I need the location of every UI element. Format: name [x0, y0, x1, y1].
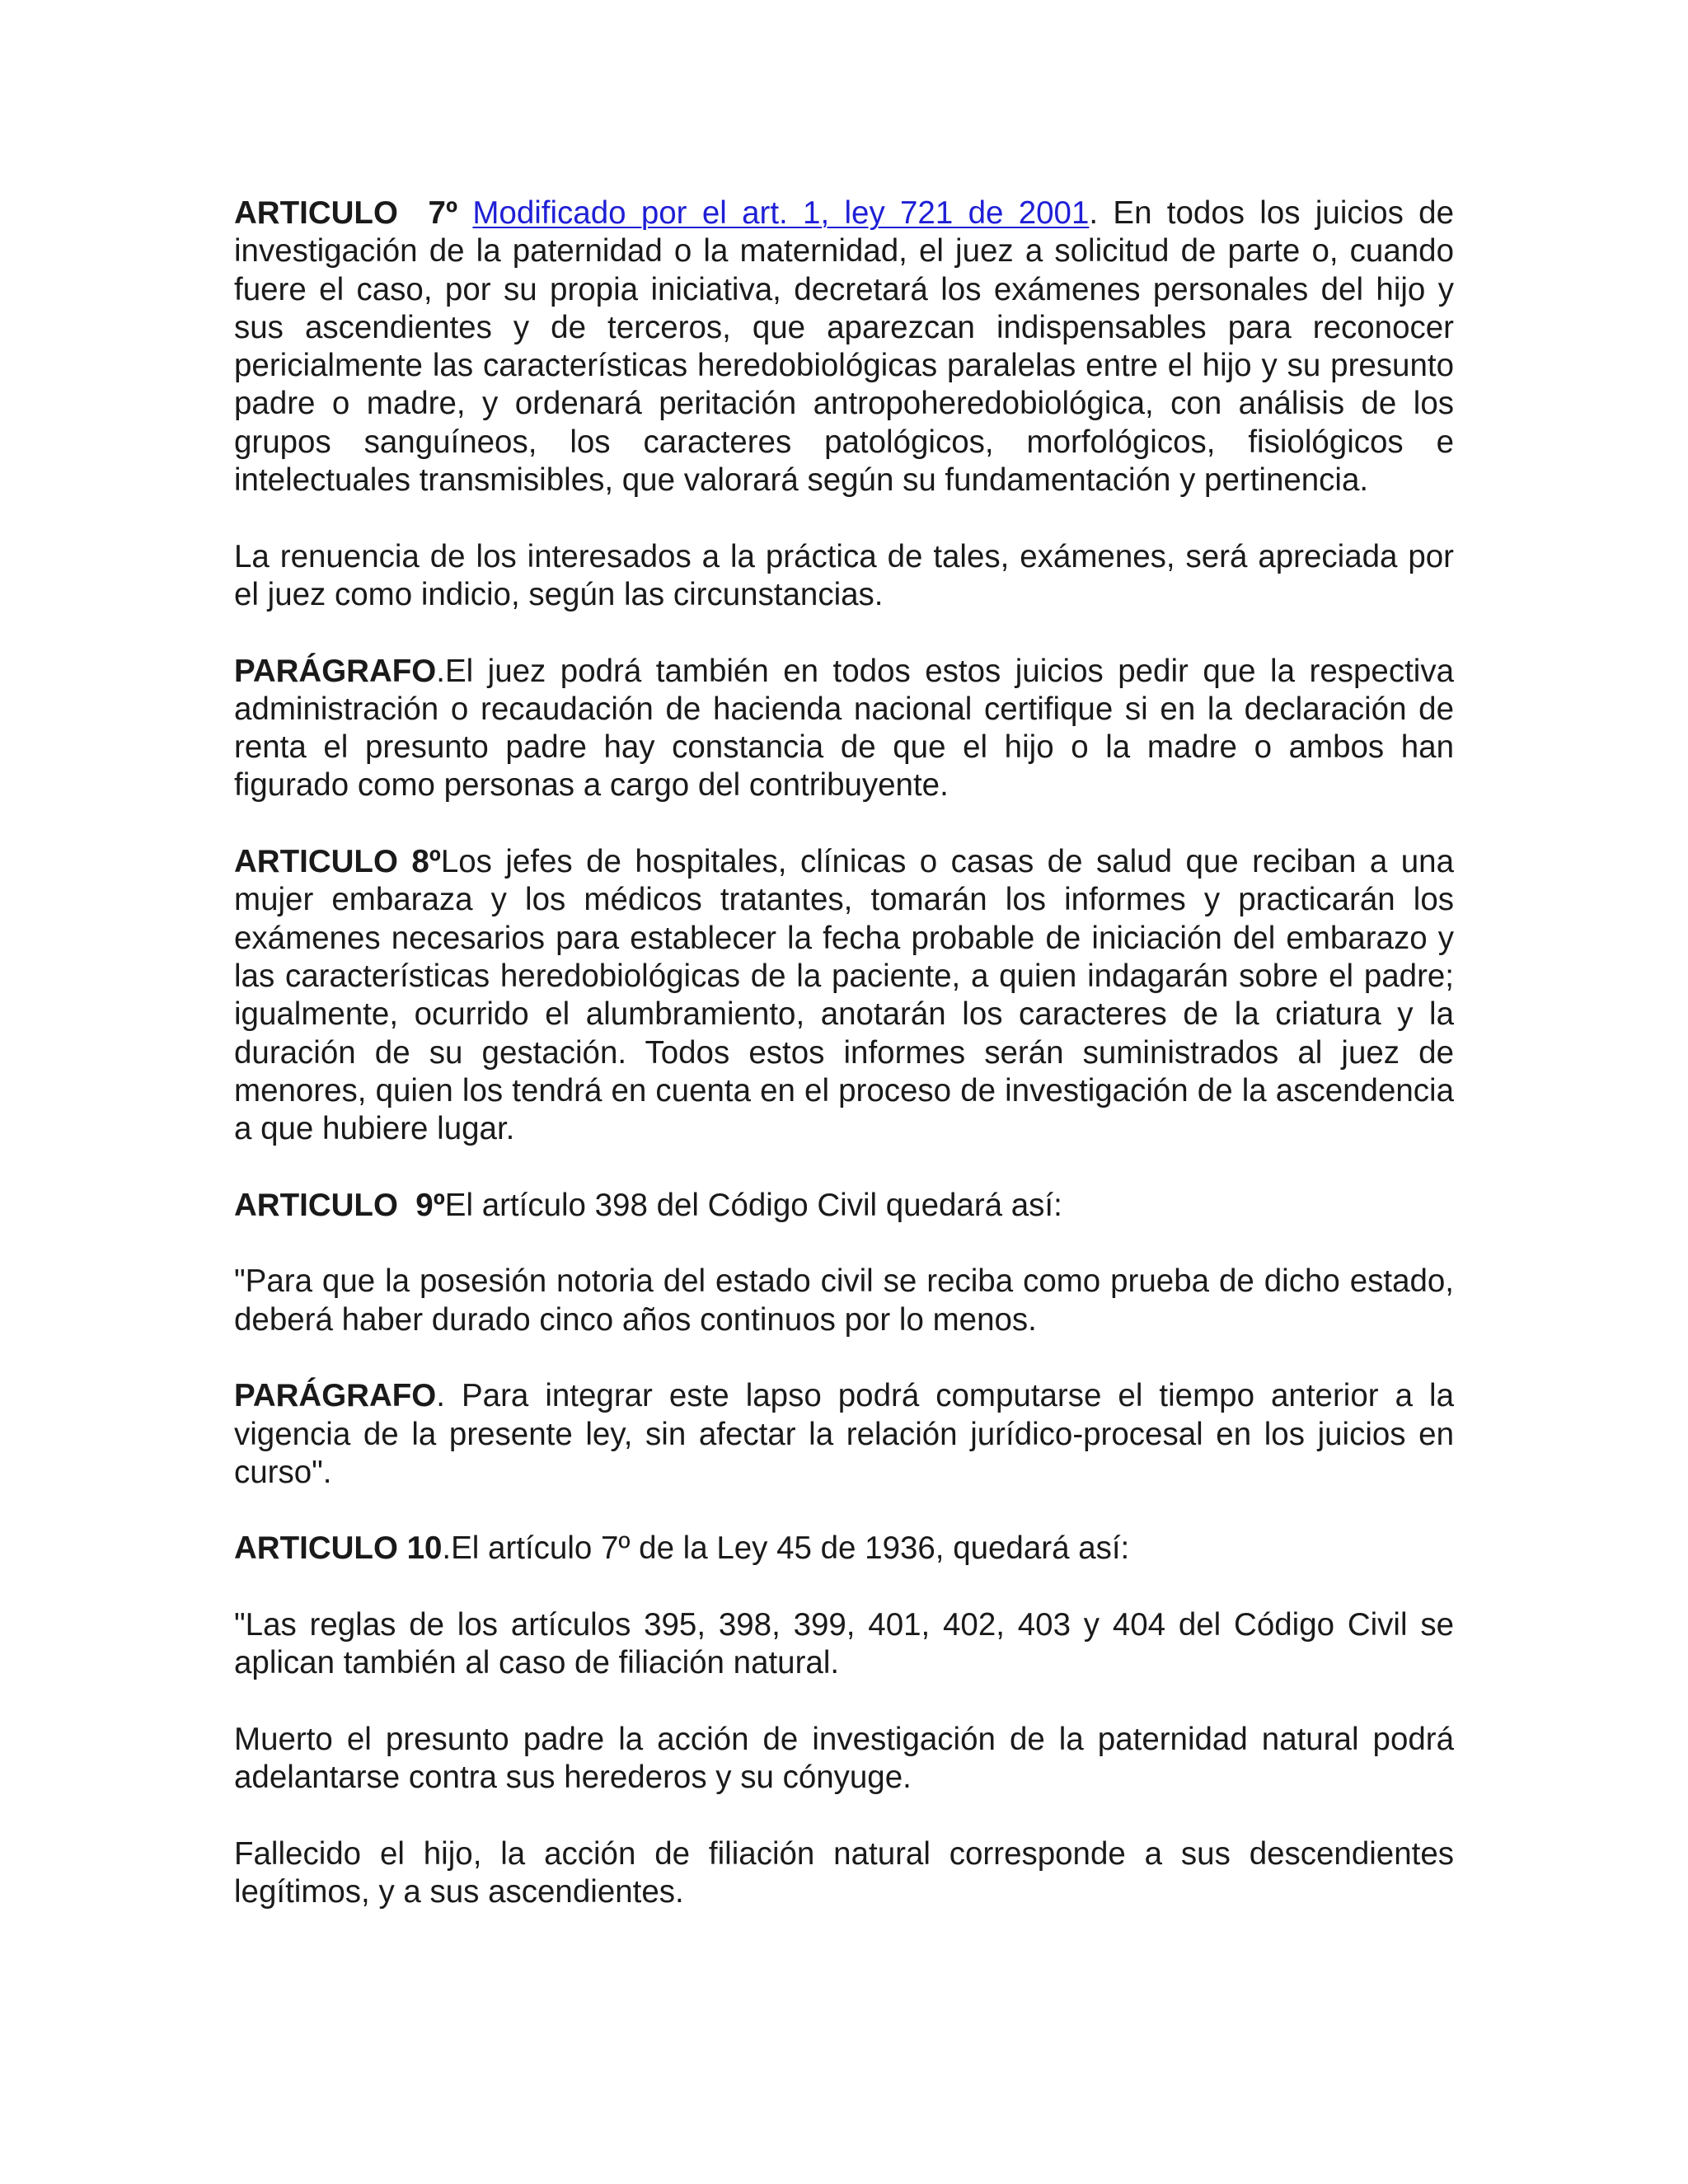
article-10-third-paragraph: Muerto el presunto padre la acción de investigación de la paternidad natural podrá adelantarse contra sus herederos y su cónyuge.	[234, 1721, 1454, 1796]
article-7-paragraph	[234, 194, 1454, 499]
paragrafo-2-paragraph	[234, 1377, 1454, 1492]
article-10-quote-paragraph: "Las reglas de los artículos 395, 398, 399, 401, 402, 403 y 404 del Código Civil se aplican también al caso de filiación natural.	[234, 1606, 1454, 1681]
article-10-fourth-paragraph: Fallecido el hijo, la acción de filiación natural corresponde a sus descendientes legítimos, y a sus ascendientes.	[234, 1835, 1454, 1910]
article-10-paragraph	[234, 1530, 1454, 1568]
paragrafo-2-text: . Para integrar este lapso podrá computarse el tiempo anterior a la vigencia de la presente ley, sin afectar la relación jurídico-procesal en los juicios en curso".	[234, 1378, 1454, 1490]
article-7-second-paragraph: La renuencia de los interesados a la práctica de tales, exámenes, será apreciada por el juez como indicio, según las circunstancias.	[234, 538, 1454, 612]
paragrafo-1-paragraph	[234, 653, 1454, 805]
article-7-heading: ARTICULO 7º	[234, 195, 458, 231]
modification-link[interactable]: Modificado por el art. 1, ley 721 de 2001	[472, 195, 1090, 231]
paragrafo-1-heading: PARÁGRAFO	[234, 653, 437, 689]
article-8-paragraph	[234, 843, 1454, 1148]
document-page	[234, 194, 1454, 1950]
article-7-text: . En todos los juicios de investigación de la paternidad o la maternidad, el juez a solicitud de parte o, cuando fuere el caso, por su propia iniciativa, decretará los exámenes personales del hijo y sus ascendientes y de terceros, que aparezcan indispensables para reconocer pericialmente las características heredobiológicas paralelas entre el hijo y su presunto padre o madre, y ordenará peritación antropoheredobiológica, con análisis de los grupos sanguíneos, los caracteres patológicos, morfológicos, fisiológicos e intelectuales transmisibles, que valorará según su fundamentación y pertinencia.	[234, 195, 1454, 499]
paragrafo-1-text: .El juez podrá también en todos estos juicios pedir que la respectiva administración o recaudación de hacienda nacional certifique si en la declaración de renta el presunto padre hay constancia de que el hijo o la madre o ambos han figurado como personas a cargo del contribuyente.	[234, 653, 1454, 804]
article-10-heading: ARTICULO 10	[234, 1530, 443, 1567]
article-9-quote-paragraph: "Para que la posesión notoria del estado civil se reciba como prueba de dicho estado, deberá haber durado cinco años continuos por lo menos.	[234, 1263, 1454, 1338]
article-10-text: .El artículo 7º de la Ley 45 de 1936, quedará así:	[442, 1530, 1130, 1567]
article-8-text: Los jefes de hospitales, clínicas o casas de salud que reciban a una mujer embaraza y los médicos tratantes, tomarán los informes y practicarán los exámenes necesarios para establecer la fecha probable de iniciación del embarazo y las características heredobiológicas de la paciente, a quien indagarán sobre el padre; igualmente, ocurrido el alumbramiento, anotarán los caracteres de la criatura y la duración de su gestación. Todos estos informes serán suministrados al juez de menores, quien los tendrá en cuenta en el proceso de investigación de la ascendencia a que hubiere lugar.	[234, 844, 1454, 1147]
paragrafo-2-heading: PARÁGRAFO	[234, 1378, 437, 1414]
article-9-text: El artículo 398 del Código Civil quedará así:	[444, 1187, 1062, 1223]
article-9-heading: ARTICULO 9º	[234, 1187, 445, 1223]
article-9-paragraph	[234, 1187, 1454, 1225]
article-8-heading: ARTICULO 8º	[234, 844, 441, 880]
